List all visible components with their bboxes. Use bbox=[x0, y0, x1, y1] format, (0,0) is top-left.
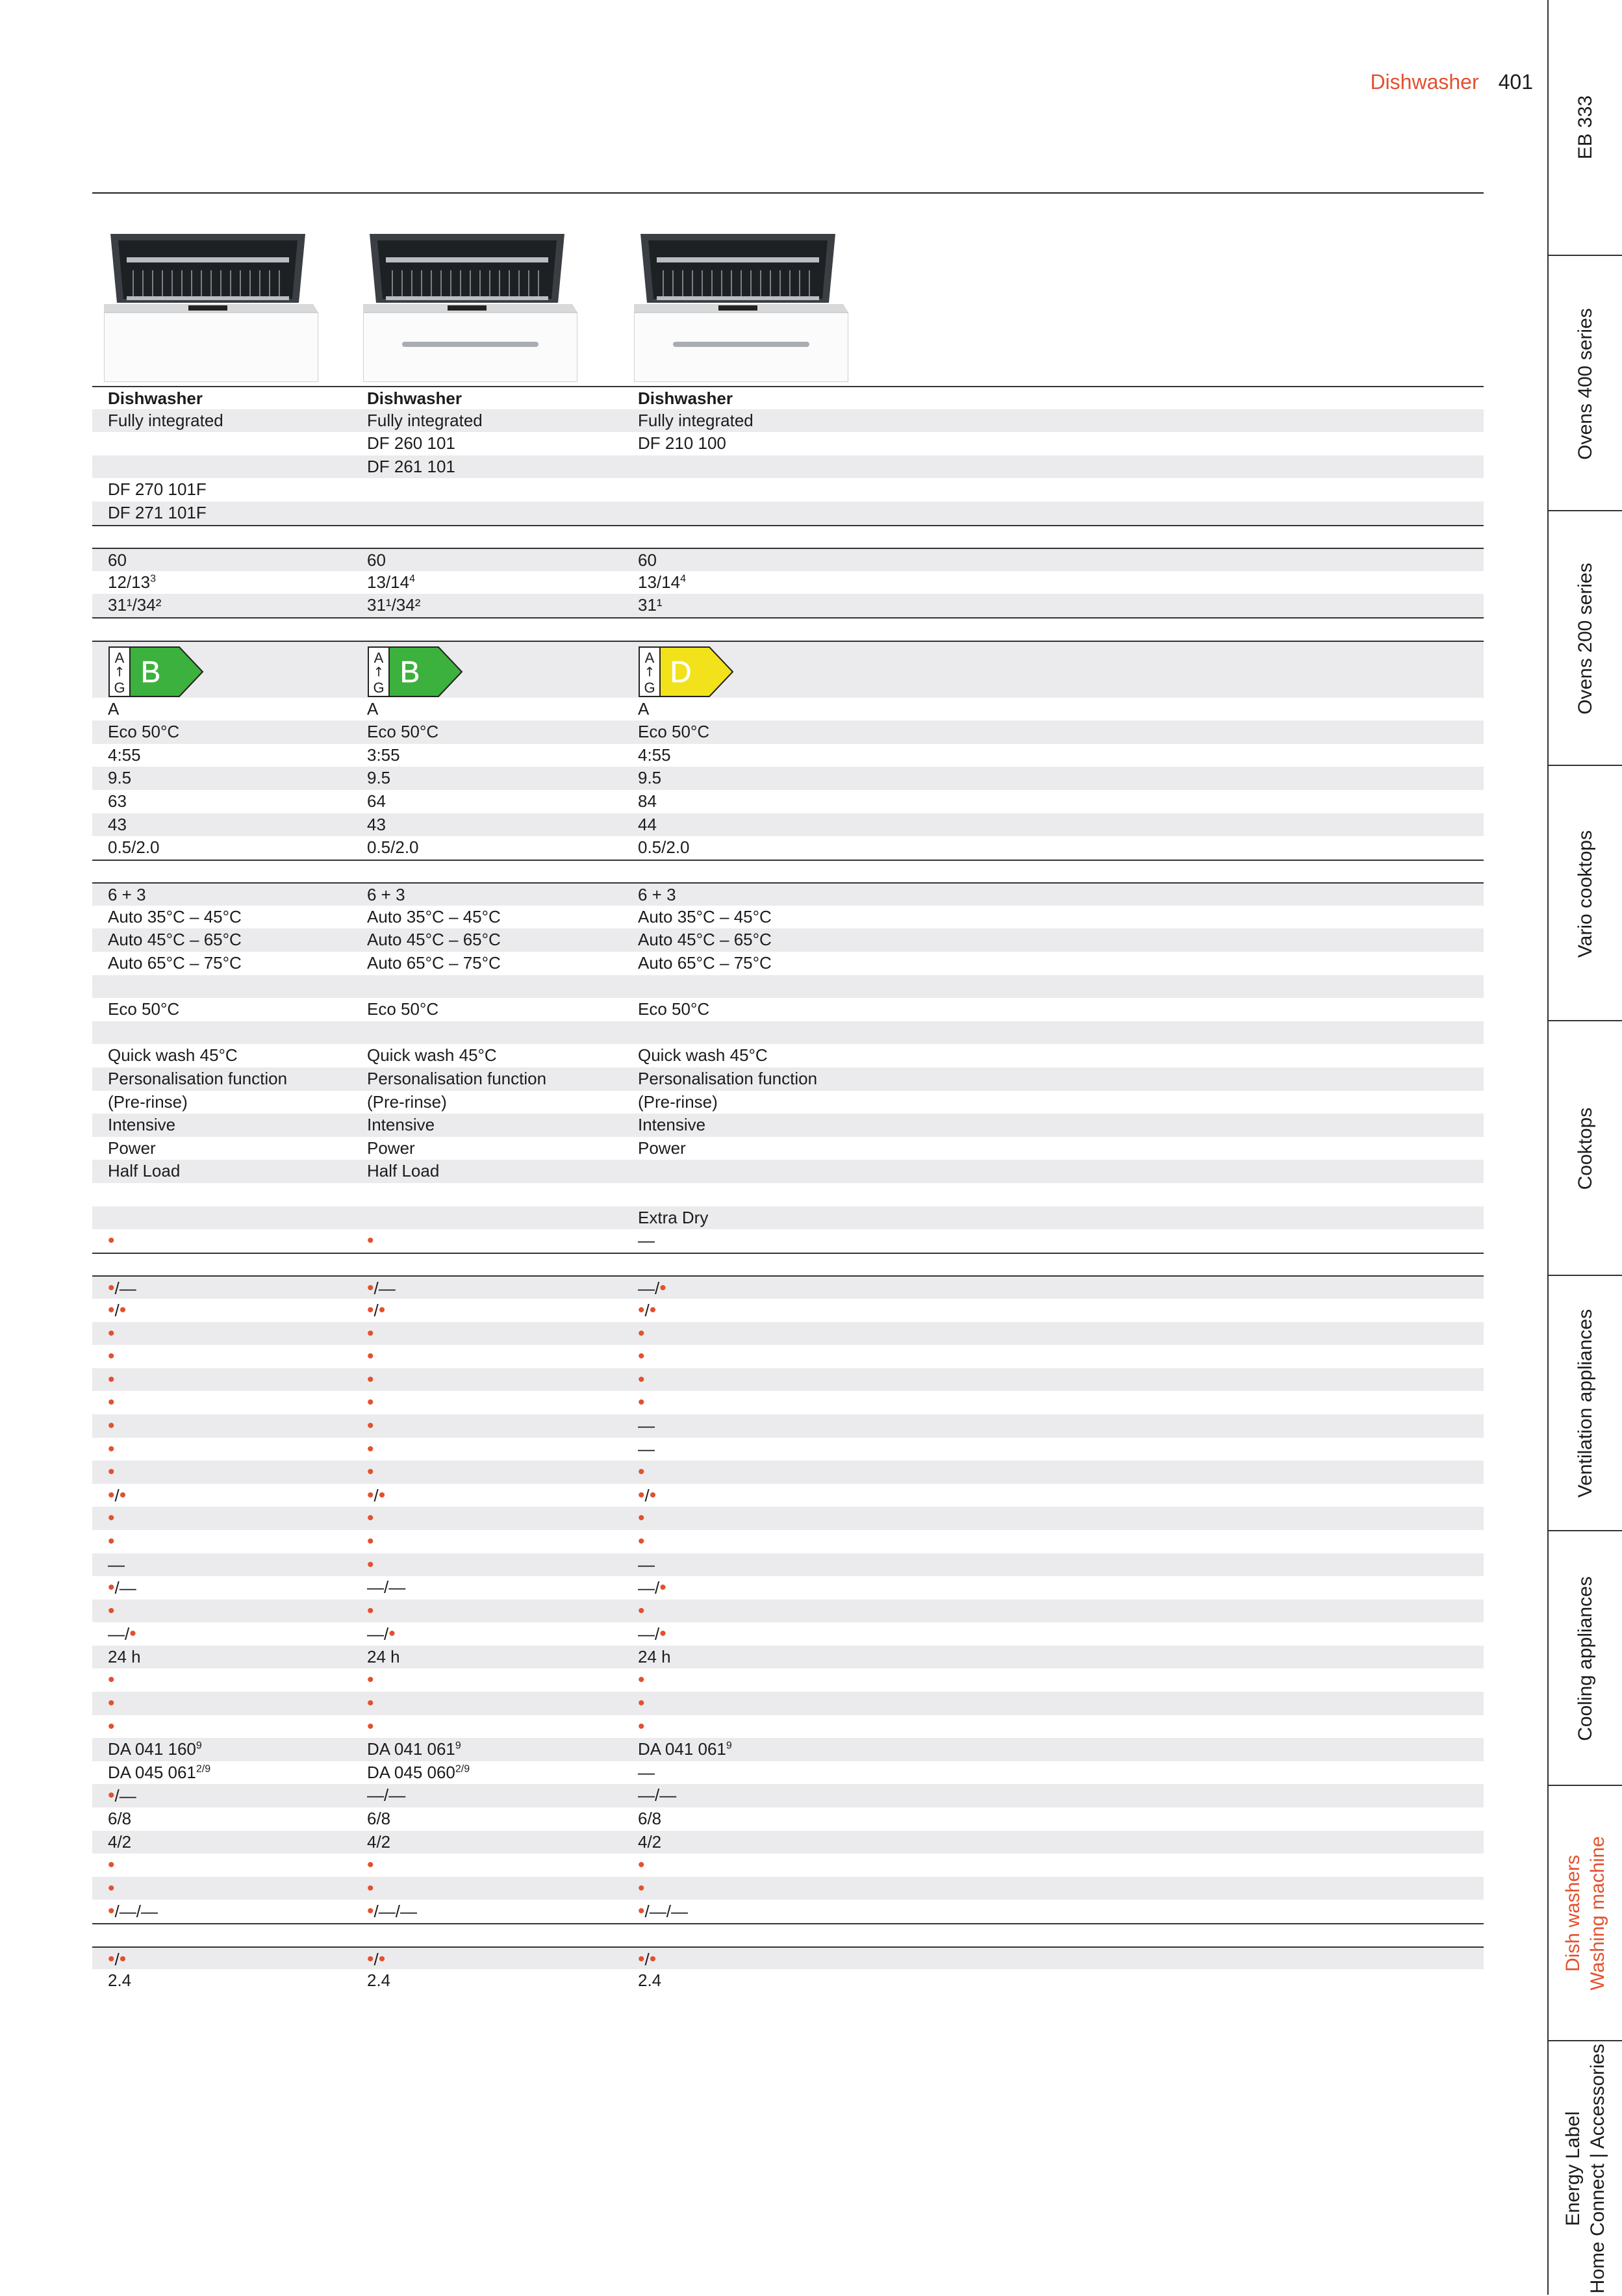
table-cell: 3:55 bbox=[367, 745, 400, 765]
svg-text:A: A bbox=[644, 649, 655, 666]
table-row bbox=[92, 409, 1484, 433]
svg-text:G: G bbox=[114, 679, 125, 696]
table-cell: $13/14^4$ bbox=[367, 572, 415, 592]
sidebar-tab-label: Vario cooktops bbox=[1575, 830, 1596, 958]
table-cell: •/• bbox=[108, 1484, 127, 1506]
svg-text:A: A bbox=[114, 649, 125, 666]
table-cell: DF 261 101 bbox=[367, 456, 455, 476]
table-cell: Quick wash 45°C bbox=[638, 1045, 768, 1065]
sidebar-tab[interactable] bbox=[1549, 0, 1622, 255]
table-cell: 24 h bbox=[367, 1646, 400, 1666]
table-cell: 24 h bbox=[108, 1646, 141, 1666]
table-row bbox=[92, 1021, 1484, 1045]
table-row bbox=[92, 617, 1484, 641]
page-header bbox=[1370, 70, 1533, 94]
svg-text:↑: ↑ bbox=[373, 663, 385, 680]
table-cell: — bbox=[638, 1762, 655, 1782]
table-cell: • bbox=[108, 1669, 115, 1691]
table-cell: •/— bbox=[367, 1277, 396, 1299]
table-row bbox=[92, 1345, 1484, 1368]
table-row bbox=[92, 860, 1484, 883]
sidebar-tab-label: Ventilation appliances bbox=[1575, 1309, 1596, 1498]
table-cell: 64 bbox=[367, 791, 386, 811]
table-cell: • bbox=[108, 1392, 115, 1414]
table-cell: • bbox=[367, 1507, 374, 1529]
table-cell: • bbox=[108, 1715, 115, 1737]
table-cell: • bbox=[367, 1854, 374, 1876]
table-cell: •/• bbox=[638, 1948, 657, 1970]
table-cell: • bbox=[638, 1507, 645, 1529]
table-row bbox=[92, 1761, 1484, 1785]
table-cell: • bbox=[367, 1553, 374, 1575]
table-cell: •/—/— bbox=[638, 1900, 688, 1922]
table-cell: • bbox=[108, 1507, 115, 1529]
table-cell: Power bbox=[108, 1138, 156, 1158]
table-row bbox=[92, 1622, 1484, 1646]
sidebar-tab-label: Cooling appliances bbox=[1575, 1576, 1596, 1741]
table-cell: A bbox=[367, 698, 379, 719]
table-row bbox=[92, 386, 1484, 409]
table-cell: Auto 35°C – 45°C bbox=[638, 906, 772, 926]
table-cell: • bbox=[367, 1461, 374, 1483]
table-cell: 60 bbox=[367, 550, 386, 570]
table-row bbox=[92, 744, 1484, 767]
table-cell: • bbox=[367, 1692, 374, 1715]
sidebar-tab[interactable] bbox=[1549, 1020, 1622, 1276]
table-cell: 24 h bbox=[638, 1646, 671, 1666]
table-cell: 6/8 bbox=[367, 1809, 391, 1829]
table-row bbox=[92, 1275, 1484, 1299]
table-cell: Fully integrated bbox=[638, 410, 754, 430]
table-cell: • bbox=[638, 1461, 645, 1483]
table-row bbox=[92, 1414, 1484, 1438]
table-cell: 6 + 3 bbox=[638, 885, 676, 905]
table-cell: 43 bbox=[367, 814, 386, 834]
table-cell: Eco 50°C bbox=[638, 722, 710, 742]
table-cell: 2.4 bbox=[367, 1971, 391, 1991]
table-cell: —/• bbox=[638, 1277, 666, 1299]
table-cell: A bbox=[108, 698, 120, 719]
table-cell: •/—/— bbox=[108, 1900, 158, 1922]
table-cell: • bbox=[108, 1368, 115, 1390]
table-cell: Half Load bbox=[108, 1161, 181, 1181]
table-cell: • bbox=[367, 1600, 374, 1622]
table-row bbox=[92, 698, 1484, 721]
table-cell: Auto 65°C – 75°C bbox=[638, 953, 772, 973]
table-cell: — bbox=[638, 1415, 655, 1435]
table-cell: — bbox=[638, 1231, 655, 1251]
table-cell: —/• bbox=[108, 1623, 136, 1645]
svg-text:D: D bbox=[670, 654, 692, 689]
table-row bbox=[92, 641, 1484, 698]
table-row bbox=[92, 1206, 1484, 1230]
table-row bbox=[92, 1600, 1484, 1623]
table-cell: $13/14^4$ bbox=[638, 572, 686, 592]
table-cell: • bbox=[367, 1530, 374, 1552]
table-cell: Intensive bbox=[638, 1115, 706, 1135]
table-cell: • bbox=[638, 1530, 645, 1552]
table-row bbox=[92, 1900, 1484, 1923]
table-cell: • bbox=[638, 1692, 645, 1715]
table-cell: DF 270 101F bbox=[108, 479, 207, 500]
table-cell: Eco 50°C bbox=[367, 722, 439, 742]
table-row bbox=[92, 1877, 1484, 1900]
table-cell: • bbox=[367, 1715, 374, 1737]
table-row bbox=[92, 998, 1484, 1021]
table-row bbox=[92, 432, 1484, 455]
table-row bbox=[92, 1368, 1484, 1392]
dishwasher-image-1 bbox=[104, 231, 318, 382]
table-row bbox=[92, 928, 1484, 952]
table-cell: Eco 50°C bbox=[108, 999, 180, 1019]
dishwasher-image-2 bbox=[363, 231, 577, 382]
table-cell: 2.4 bbox=[638, 1971, 662, 1991]
table-cell: Intensive bbox=[108, 1115, 176, 1135]
table-row bbox=[92, 1229, 1484, 1253]
table-cell bbox=[638, 642, 735, 699]
table-cell: • bbox=[108, 1230, 115, 1252]
svg-text:↑: ↑ bbox=[114, 663, 125, 680]
table-cell: •/• bbox=[367, 1948, 386, 1970]
table-row bbox=[92, 1067, 1484, 1091]
table-cell: Quick wash 45°C bbox=[108, 1045, 238, 1065]
table-row bbox=[92, 1646, 1484, 1669]
table-cell: Auto 45°C – 65°C bbox=[638, 930, 772, 950]
table-row bbox=[92, 790, 1484, 813]
table-row bbox=[92, 975, 1484, 999]
table-cell: — bbox=[108, 1554, 125, 1574]
energy-label-3 bbox=[638, 646, 735, 698]
table-cell: • bbox=[108, 1854, 115, 1876]
table-row bbox=[92, 1807, 1484, 1831]
table-row bbox=[92, 836, 1484, 860]
table-cell: •/• bbox=[367, 1299, 386, 1321]
table-row bbox=[92, 1114, 1484, 1137]
sidebar-tab-label: EB 333 bbox=[1575, 96, 1596, 160]
table-cell: 4:55 bbox=[108, 745, 141, 765]
sidebar-tab-label: Dish washers Washing machine bbox=[1562, 1836, 1608, 1991]
table-cell bbox=[367, 642, 464, 699]
table-cell: Power bbox=[638, 1138, 686, 1158]
table-cell: • bbox=[638, 1600, 645, 1622]
table-cell: Half Load bbox=[367, 1161, 440, 1181]
table-cell: 44 bbox=[638, 814, 657, 834]
table-cell: DA 041 $160^9$ bbox=[108, 1739, 202, 1759]
table-cell: 4:55 bbox=[638, 745, 671, 765]
table-row bbox=[92, 1854, 1484, 1877]
table-cell bbox=[108, 642, 205, 699]
sidebar-tab-label: Cooktops bbox=[1575, 1107, 1596, 1190]
table-row bbox=[92, 1299, 1484, 1322]
table-cell: —/— bbox=[638, 1785, 677, 1805]
table-cell: • bbox=[108, 1461, 115, 1483]
table-row bbox=[92, 1738, 1484, 1761]
section-title: Dishwasher bbox=[1370, 70, 1479, 94]
table-cell: •/• bbox=[638, 1484, 657, 1506]
table-cell: —/— bbox=[367, 1785, 406, 1805]
table-row bbox=[92, 502, 1484, 525]
table-cell: Auto 45°C – 65°C bbox=[367, 930, 501, 950]
table-row bbox=[92, 882, 1484, 906]
table-row bbox=[92, 906, 1484, 929]
table-cell: Fully integrated bbox=[367, 410, 483, 430]
table-row bbox=[92, 813, 1484, 837]
sidebar-tab-label: Ovens 400 series bbox=[1575, 307, 1596, 460]
table-cell: • bbox=[108, 1877, 115, 1899]
table-row bbox=[92, 1507, 1484, 1530]
table-cell: 4/2 bbox=[367, 1831, 391, 1852]
table-cell: 9.5 bbox=[367, 768, 391, 788]
table-cell: 31¹ bbox=[638, 595, 663, 615]
table-cell: Eco 50°C bbox=[638, 999, 710, 1019]
table-cell: 31¹/34² bbox=[367, 595, 421, 615]
table-cell: 0.5/2.0 bbox=[367, 837, 419, 858]
section-sidebar bbox=[1547, 0, 1622, 2295]
table-cell: Power bbox=[367, 1138, 415, 1158]
table-cell: • bbox=[638, 1669, 645, 1691]
table-cell: Dishwasher bbox=[638, 389, 733, 408]
table-row bbox=[92, 525, 1484, 548]
table-cell: • bbox=[367, 1392, 374, 1414]
table-cell: Personalisation function bbox=[108, 1069, 288, 1089]
table-cell: • bbox=[108, 1414, 115, 1436]
table-cell: • bbox=[108, 1692, 115, 1715]
table-row bbox=[92, 1183, 1484, 1206]
table-row bbox=[92, 1831, 1484, 1854]
table-row bbox=[92, 1391, 1484, 1414]
table-cell: 0.5/2.0 bbox=[108, 837, 160, 858]
table-cell: Auto 35°C – 45°C bbox=[108, 906, 242, 926]
table-row bbox=[92, 1044, 1484, 1067]
table-cell: 2.4 bbox=[108, 1971, 132, 1991]
table-row bbox=[92, 1923, 1484, 1946]
table-cell: (Pre-rinse) bbox=[367, 1091, 447, 1112]
table-cell: 9.5 bbox=[108, 768, 132, 788]
table-cell: DA 041 $061^9$ bbox=[638, 1739, 732, 1759]
table-cell: 60 bbox=[108, 550, 127, 570]
table-cell: •/• bbox=[108, 1948, 127, 1970]
table-cell: Dishwasher bbox=[108, 389, 203, 408]
table-cell: •/—/— bbox=[367, 1900, 417, 1922]
table-cell: Personalisation function bbox=[367, 1069, 547, 1089]
energy-label-1 bbox=[108, 646, 205, 698]
table-cell: (Pre-rinse) bbox=[108, 1091, 188, 1112]
table-cell: 9.5 bbox=[638, 768, 662, 788]
table-cell: 4/2 bbox=[108, 1831, 132, 1852]
table-cell: 63 bbox=[108, 791, 127, 811]
table-cell: DF 271 101F bbox=[108, 502, 207, 522]
table-row bbox=[92, 1160, 1484, 1183]
sidebar-tab[interactable] bbox=[1549, 1275, 1622, 1531]
top-divider bbox=[92, 192, 1484, 194]
table-cell: A bbox=[638, 698, 650, 719]
energy-label-2 bbox=[367, 646, 464, 698]
table-row bbox=[92, 1553, 1484, 1577]
table-cell: •/— bbox=[108, 1277, 136, 1299]
table-cell: 6 + 3 bbox=[367, 885, 405, 905]
table-cell: — bbox=[638, 1554, 655, 1574]
table-row bbox=[92, 455, 1484, 479]
table-cell: • bbox=[367, 1414, 374, 1436]
table-cell: Auto 65°C – 75°C bbox=[108, 953, 242, 973]
table-cell: Quick wash 45°C bbox=[367, 1045, 497, 1065]
table-row bbox=[92, 1322, 1484, 1346]
table-row bbox=[92, 1461, 1484, 1484]
table-cell: 6/8 bbox=[108, 1809, 132, 1829]
table-row bbox=[92, 1668, 1484, 1692]
dishwasher-image-3 bbox=[634, 231, 848, 382]
table-cell: • bbox=[638, 1877, 645, 1899]
sidebar-tab[interactable] bbox=[1549, 765, 1622, 1021]
table-cell: Intensive bbox=[367, 1115, 435, 1135]
table-cell: DA 045 $061^{2/9}$ bbox=[108, 1762, 211, 1782]
table-cell: —/— bbox=[367, 1577, 406, 1598]
table-cell: •/• bbox=[108, 1299, 127, 1321]
table-cell: 43 bbox=[108, 814, 127, 834]
page-number: 401 bbox=[1498, 70, 1533, 94]
table-cell: 84 bbox=[638, 791, 657, 811]
table-row bbox=[92, 1137, 1484, 1160]
sidebar-tab[interactable] bbox=[1549, 1530, 1622, 1786]
table-cell: DA 045 $060^{2/9}$ bbox=[367, 1762, 470, 1782]
table-cell: —/• bbox=[367, 1623, 396, 1645]
table-row bbox=[92, 721, 1484, 744]
table-cell: Eco 50°C bbox=[108, 722, 180, 742]
table-cell: DF 210 100 bbox=[638, 433, 726, 453]
table-cell: Auto 45°C – 65°C bbox=[108, 930, 242, 950]
svg-text:A: A bbox=[374, 649, 384, 666]
table-cell: • bbox=[638, 1322, 645, 1344]
table-cell: Extra Dry bbox=[638, 1207, 709, 1227]
svg-text:G: G bbox=[373, 679, 385, 696]
table-cell: • bbox=[638, 1346, 645, 1368]
table-row bbox=[92, 571, 1484, 594]
table-row bbox=[92, 1091, 1484, 1114]
table-cell: • bbox=[367, 1877, 374, 1899]
sidebar-tab[interactable] bbox=[1549, 255, 1622, 511]
table-cell: • bbox=[108, 1600, 115, 1622]
table-cell: 6/8 bbox=[638, 1809, 662, 1829]
table-cell: • bbox=[108, 1346, 115, 1368]
table-row bbox=[92, 478, 1484, 502]
table-cell: —/• bbox=[638, 1577, 666, 1599]
table-cell: • bbox=[367, 1230, 374, 1252]
product-images bbox=[104, 231, 883, 382]
table-cell: • bbox=[638, 1715, 645, 1737]
table-cell: Eco 50°C bbox=[367, 999, 439, 1019]
svg-text:B: B bbox=[399, 654, 420, 689]
table-row bbox=[92, 767, 1484, 790]
table-cell: DA 041 $061^9$ bbox=[367, 1739, 461, 1759]
table-row bbox=[92, 1715, 1484, 1739]
table-cell: • bbox=[108, 1438, 115, 1460]
table-cell: — bbox=[638, 1438, 655, 1459]
table-cell: • bbox=[367, 1669, 374, 1691]
table-row bbox=[92, 1576, 1484, 1600]
table-row bbox=[92, 952, 1484, 975]
table-cell: •/— bbox=[108, 1785, 136, 1807]
table-row bbox=[92, 548, 1484, 571]
table-cell: 6 + 3 bbox=[108, 885, 146, 905]
table-cell: • bbox=[638, 1368, 645, 1390]
table-cell: Dishwasher bbox=[367, 389, 462, 408]
table-cell: •/• bbox=[638, 1299, 657, 1321]
svg-text:B: B bbox=[140, 654, 161, 689]
table-cell: • bbox=[367, 1346, 374, 1368]
sidebar-tab-label: Energy Label Home Connect | Accessories bbox=[1562, 2043, 1608, 2294]
table-row bbox=[92, 594, 1484, 617]
table-cell: Auto 35°C – 45°C bbox=[367, 906, 501, 926]
table-cell: • bbox=[108, 1530, 115, 1552]
table-row bbox=[92, 1253, 1484, 1276]
table-cell: 31¹/34² bbox=[108, 595, 162, 615]
table-cell: $12/13^3$ bbox=[108, 572, 156, 592]
table-cell: Fully integrated bbox=[108, 410, 223, 430]
table-row bbox=[92, 1438, 1484, 1461]
table-cell: • bbox=[367, 1368, 374, 1390]
table-row bbox=[92, 1692, 1484, 1715]
table-cell: Auto 65°C – 75°C bbox=[367, 953, 501, 973]
sidebar-tab[interactable] bbox=[1549, 510, 1622, 766]
table-row bbox=[92, 1969, 1484, 1993]
table-cell: —/• bbox=[638, 1623, 666, 1645]
table-cell: 4/2 bbox=[638, 1831, 662, 1852]
sidebar-tab[interactable] bbox=[1549, 1785, 1622, 2041]
table-cell: Personalisation function bbox=[638, 1069, 818, 1089]
table-cell: •/— bbox=[108, 1577, 136, 1599]
table-cell: • bbox=[638, 1392, 645, 1414]
table-cell: • bbox=[367, 1438, 374, 1460]
table-cell: 0.5/2.0 bbox=[638, 837, 690, 858]
table-cell: (Pre-rinse) bbox=[638, 1091, 718, 1112]
table-cell: • bbox=[638, 1854, 645, 1876]
table-cell: • bbox=[108, 1322, 115, 1344]
table-row bbox=[92, 1946, 1484, 1970]
sidebar-tab[interactable] bbox=[1549, 2040, 1622, 2296]
table-cell: •/• bbox=[367, 1484, 386, 1506]
table-cell: • bbox=[367, 1322, 374, 1344]
table-row bbox=[92, 1484, 1484, 1507]
svg-text:G: G bbox=[644, 679, 655, 696]
table-cell: DF 260 101 bbox=[367, 433, 455, 453]
table-row bbox=[92, 1530, 1484, 1553]
sidebar-tab-label: Ovens 200 series bbox=[1575, 563, 1596, 715]
table-cell: 60 bbox=[638, 550, 657, 570]
spec-table bbox=[92, 386, 1484, 1993]
table-row bbox=[92, 1784, 1484, 1807]
svg-text:↑: ↑ bbox=[644, 663, 655, 680]
